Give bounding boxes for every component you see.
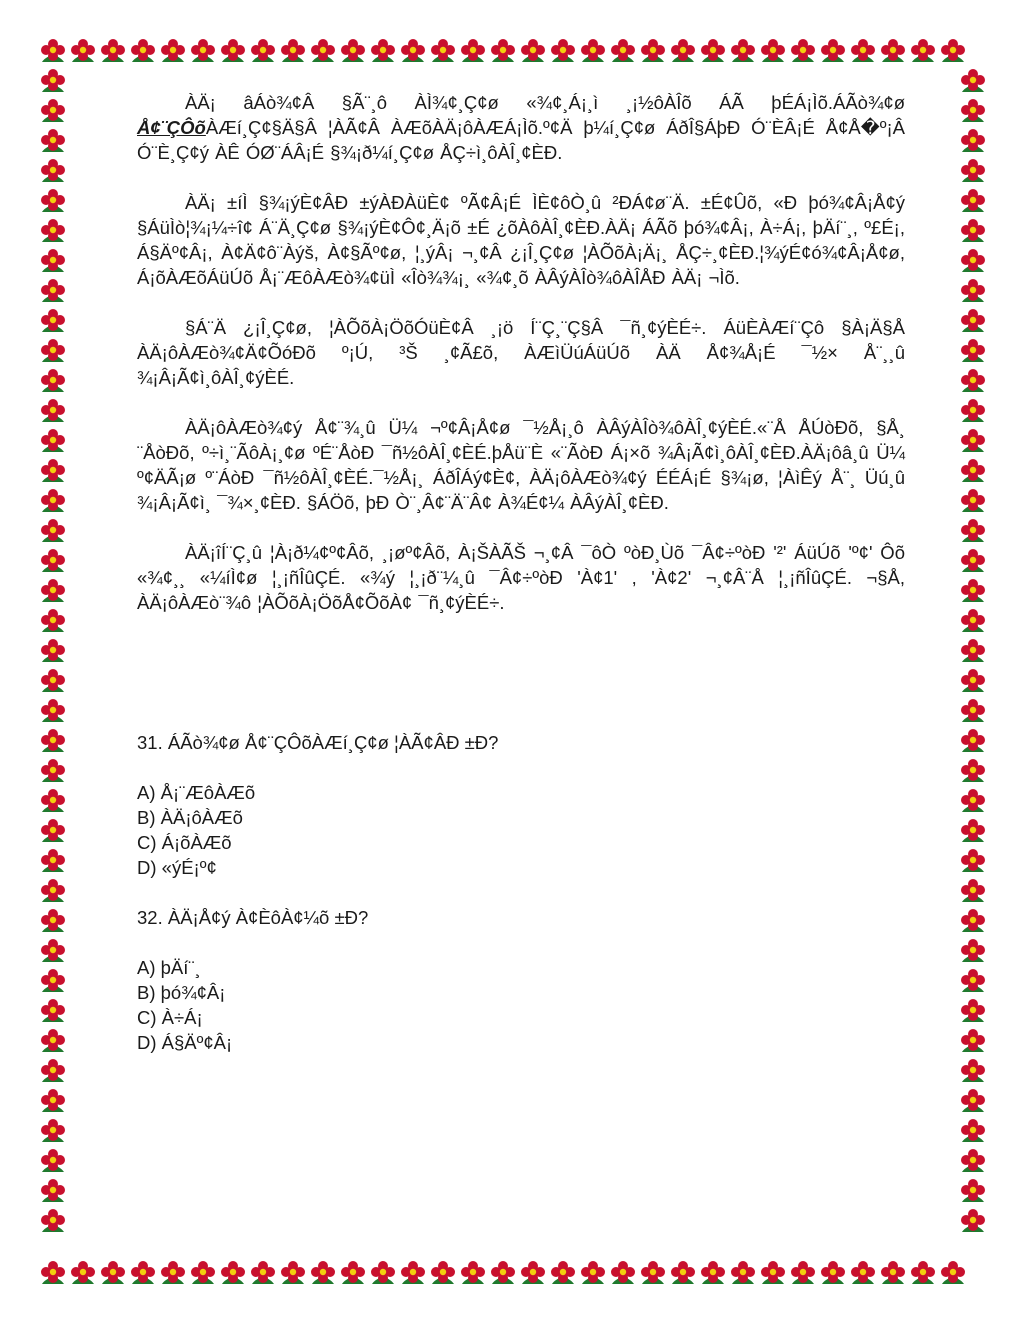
answer-option: B) ÀÄ¡ôÀÆõ xyxy=(137,807,243,828)
flower-icon xyxy=(38,786,68,816)
flower-icon xyxy=(218,1258,248,1288)
flower-icon xyxy=(38,666,68,696)
flower-icon xyxy=(848,1258,878,1288)
flower-icon xyxy=(958,966,988,996)
flower-icon xyxy=(38,426,68,456)
border-left xyxy=(38,66,68,1258)
flower-icon xyxy=(38,336,68,366)
flower-icon xyxy=(428,1258,458,1288)
flower-icon xyxy=(38,966,68,996)
flower-icon xyxy=(958,1086,988,1116)
flower-icon xyxy=(758,1258,788,1288)
paragraph-1-text-start: ÀÄ¡ âÁò¾¢Â §Ã¨¸ô ÀÌ¾¢¸Ç¢ø «¾¢¸Á¡¸ì ¸¡½ôÀÎõ ÁÃ þÉÁ¡Ìõ.ÁÃò¾¢ø xyxy=(185,92,905,113)
passage-paragraph-5: ÀÄ¡îÍ¨Ç¸û ¦À¡ð¼¢º¢Âõ, ¸¡øº¢Âõ, À¡ŠÀÃŠ ¬¸¢Â ¯ôÒ ºòÐ¸Ùõ ¯Â¢÷ºòÐ '²' ÁüÚõ 'º¢' Ôõ «¾¢¸¸ «¼íÌ¢ø ¦¸¡ñÎûÇÉ. «¾ý ¦¸¡ð¨¼¸û ¯Â¢÷ºòÐ 'À¢1' , 'À¢2' ¬¸¢Â¨Å ¦¸¡ñÎûÇÉ. ¬§Å, ÀÄ¡ôÀÆò¨¾ô ¦ÀÕõÀ¡ÖõÅ¢ÕõÀ¢ ¯ñ¸¢ýÈÉ÷. xyxy=(137,542,905,613)
flower-icon xyxy=(958,66,988,96)
flower-icon xyxy=(958,666,988,696)
flower-icon xyxy=(938,1258,968,1288)
flower-icon xyxy=(958,606,988,636)
flower-icon xyxy=(608,36,638,66)
flower-icon xyxy=(38,996,68,1026)
flower-icon xyxy=(958,516,988,546)
flower-icon xyxy=(578,1258,608,1288)
flower-icon xyxy=(958,1116,988,1146)
flower-icon xyxy=(958,306,988,336)
flower-icon xyxy=(518,36,548,66)
flower-icon xyxy=(878,36,908,66)
flower-icon xyxy=(38,846,68,876)
flower-icon xyxy=(908,1258,938,1288)
flower-icon xyxy=(38,366,68,396)
flower-icon xyxy=(458,1258,488,1288)
paragraph-1-text-end: ÀÆí¸Ç¢§Ä§Â ¦ÀÃ¢Â ÀÆõÀÄ¡ôÀÆÁ¡Ìõ.º¢Ä þ¼í¸Ç¢ø ÁðÎ§ÁþÐ Ó¨ÈÂ¡É Å¢Å�º¡Â Ó¨È¸Ç¢ý ÀÊ ÓØ¨ÁÂ¡É §¾¡ð¼í¸Ç¢ø ÅÇ÷ì¸ôÀÎ¸¢ÈÐ. xyxy=(137,117,905,163)
flower-icon xyxy=(958,126,988,156)
question-text: 31. ÁÃò¾¢ø Å¢¨ÇÔõÀÆí¸Ç¢ø ¦ÀÃ¢ÂÐ ±Ð? xyxy=(137,732,499,753)
flower-icon xyxy=(38,726,68,756)
flower-icon xyxy=(158,36,188,66)
flower-icon xyxy=(38,96,68,126)
flower-icon xyxy=(698,1258,728,1288)
answer-option: A) þÄí¨¸ xyxy=(137,957,201,978)
flower-icon xyxy=(958,1146,988,1176)
flower-icon xyxy=(158,1258,188,1288)
flower-icon xyxy=(38,906,68,936)
flower-icon xyxy=(958,216,988,246)
flower-icon xyxy=(38,1206,68,1236)
flower-icon xyxy=(728,36,758,66)
flower-icon xyxy=(338,36,368,66)
flower-icon xyxy=(668,36,698,66)
flower-icon xyxy=(38,816,68,846)
flower-icon xyxy=(368,1258,398,1288)
flower-icon xyxy=(958,456,988,486)
answer-options xyxy=(137,780,905,880)
flower-icon xyxy=(788,1258,818,1288)
flower-icon xyxy=(38,546,68,576)
flower-icon xyxy=(958,846,988,876)
flower-icon xyxy=(548,36,578,66)
flower-icon xyxy=(818,36,848,66)
flower-icon xyxy=(958,156,988,186)
flower-icon xyxy=(308,1258,338,1288)
flower-icon xyxy=(38,1146,68,1176)
flower-icon xyxy=(878,1258,908,1288)
passage-paragraph-2: ÀÄ¡ ±íÌ §¾¡ýÈ¢ÂÐ ±ýÀÐÀüÈ¢ ºÃ¢Â¡É ÌÈ¢ôÒ¸û ²ÐÁ¢ø¨Ä. ±É¢Ûõ, «Ð þó¾¢Â¡Å¢ý §ÁüÌò¦¾¡¼÷î¢ Á¨Ä¸Ç¢ø §¾¡ýÈ¢Ô¢¸Ä¡õ ±É ¿õÀôÀÎ¸¢ÈÐ.ÀÄ¡ ÁÃõ þó¾¢Â¡, À÷Á¡, þÄí¨¸, º£É¡, Á§Äº¢Â¡, À¢Ä¢ô¨Àýš, À¢§Ãº¢ø, ¦¸ýÂ¡ ¬¸¢Â ¿¡Î¸Ç¢ø ¦ÀÕõÀ¡Ä¡¸ ÅÇ÷¸¢ÈÐ.¦¾ýÉ¢ó¾¢Â¡Å¢ø, Á¡õÀÆõÁüÚõ Å¡¨ÆôÀÆò¾¢üÌ «Îò¾¾¡¸ «¾¢¸õ ÀÂýÀÎò¾ôÀÎÅÐ ÀÄ¡ ¬Ìõ. xyxy=(137,192,905,288)
flower-icon xyxy=(958,996,988,1026)
flower-icon xyxy=(908,36,938,66)
emphasized-word: Å¢¨ÇÔõ xyxy=(137,117,206,138)
flower-icon xyxy=(218,36,248,66)
flower-icon xyxy=(848,36,878,66)
flower-icon xyxy=(38,1258,68,1288)
flower-icon xyxy=(128,1258,158,1288)
flower-icon xyxy=(958,906,988,936)
flower-icon xyxy=(668,1258,698,1288)
border-bottom xyxy=(38,1258,988,1288)
flower-icon xyxy=(38,1086,68,1116)
flower-icon xyxy=(38,516,68,546)
answer-option: D) «ýÉ¡º¢ xyxy=(137,857,217,878)
flower-icon xyxy=(68,36,98,66)
flower-icon xyxy=(958,1206,988,1236)
flower-icon xyxy=(458,36,488,66)
flower-icon xyxy=(958,756,988,786)
flower-icon xyxy=(958,366,988,396)
flower-icon xyxy=(188,1258,218,1288)
border-top xyxy=(38,36,988,66)
answer-option: B) þó¾¢Â¡ xyxy=(137,982,226,1003)
flower-icon xyxy=(958,546,988,576)
flower-icon xyxy=(248,36,278,66)
flower-icon xyxy=(278,1258,308,1288)
flower-icon xyxy=(38,636,68,666)
flower-icon xyxy=(488,1258,518,1288)
flower-icon xyxy=(38,246,68,276)
flower-icon xyxy=(958,1056,988,1086)
flower-icon xyxy=(958,96,988,126)
flower-icon xyxy=(958,816,988,846)
answer-option: A) Å¡¨ÆôÀÆõ xyxy=(137,782,256,803)
flower-icon xyxy=(98,1258,128,1288)
flower-icon xyxy=(98,36,128,66)
flower-icon xyxy=(248,1258,278,1288)
flower-icon xyxy=(958,396,988,426)
flower-icon xyxy=(728,1258,758,1288)
flower-icon xyxy=(518,1258,548,1288)
flower-icon xyxy=(428,36,458,66)
flower-icon xyxy=(958,426,988,456)
flower-icon xyxy=(958,336,988,366)
flower-icon xyxy=(68,1258,98,1288)
flower-icon xyxy=(38,126,68,156)
flower-icon xyxy=(38,396,68,426)
flower-icon xyxy=(398,1258,428,1288)
flower-icon xyxy=(38,606,68,636)
flower-icon xyxy=(38,216,68,246)
border-right xyxy=(958,66,988,1258)
flower-icon xyxy=(958,876,988,906)
answer-option: D) Á§Äº¢Â¡ xyxy=(137,1032,233,1053)
answer-options xyxy=(137,955,905,1055)
flower-icon xyxy=(38,1176,68,1206)
flower-icon xyxy=(488,36,518,66)
flower-icon xyxy=(38,36,68,66)
flower-icon xyxy=(958,246,988,276)
answer-option: C) Á¡õÀÆõ xyxy=(137,832,232,853)
flower-icon xyxy=(958,576,988,606)
flower-icon xyxy=(38,66,68,96)
flower-icon xyxy=(398,36,428,66)
flower-icon xyxy=(958,1176,988,1206)
document-body xyxy=(137,90,905,1080)
flower-icon xyxy=(38,1056,68,1086)
flower-icon xyxy=(338,1258,368,1288)
flower-icon xyxy=(548,1258,578,1288)
flower-icon xyxy=(788,36,818,66)
question-31 xyxy=(137,730,905,880)
flower-icon xyxy=(188,36,218,66)
flower-icon xyxy=(578,36,608,66)
flower-icon xyxy=(38,186,68,216)
flower-icon xyxy=(38,156,68,186)
flower-icon xyxy=(38,756,68,786)
flower-icon xyxy=(958,186,988,216)
flower-icon xyxy=(38,276,68,306)
flower-icon xyxy=(38,876,68,906)
flower-icon xyxy=(38,936,68,966)
flower-icon xyxy=(638,36,668,66)
flower-icon xyxy=(958,486,988,516)
passage-paragraph-3: §Á¨Ä ¿¡Î¸Ç¢ø, ¦ÀÕõÀ¡ÖõÓüÈ¢Â ¸¡ö Í¨Ç¸¨Ç§Â ¯ñ¸¢ýÈÉ÷. ÁüÈÀÆí¨Çô §À¡Ä§Å ÀÄ¡ôÀÆò¾¢Ä¢ÕóÐõ º¡Ú, ³Š ¸¢Ã£õ, ÀÆìÜúÁüÚõ ÀÄ Å¢¾Å¡É ¯½× Å¨¸¸û ¾¡Â¡Ã¢ì¸ôÀÎ¸¢ýÈÉ. xyxy=(137,317,905,388)
flower-icon xyxy=(38,1026,68,1056)
flower-icon xyxy=(308,36,338,66)
flower-icon xyxy=(938,36,968,66)
flower-icon xyxy=(818,1258,848,1288)
question-32 xyxy=(137,905,905,1055)
flower-icon xyxy=(278,36,308,66)
flower-icon xyxy=(958,726,988,756)
flower-icon xyxy=(38,486,68,516)
flower-icon xyxy=(958,636,988,666)
flower-icon xyxy=(608,1258,638,1288)
flower-icon xyxy=(958,696,988,726)
flower-icon xyxy=(958,1026,988,1056)
flower-icon xyxy=(128,36,158,66)
flower-icon xyxy=(38,576,68,606)
flower-icon xyxy=(698,36,728,66)
flower-icon xyxy=(958,276,988,306)
flower-icon xyxy=(38,696,68,726)
flower-icon xyxy=(38,306,68,336)
passage-paragraph-1 xyxy=(137,90,905,165)
flower-icon xyxy=(38,456,68,486)
question-text: 32. ÀÄ¡Å¢ý À¢ÈôÀ¢¼õ ±Ð? xyxy=(137,907,369,928)
flower-icon xyxy=(638,1258,668,1288)
answer-option: C) À÷Á¡ xyxy=(137,1007,203,1028)
passage-paragraph-4: ÀÄ¡ôÀÆò¾¢ý Å¢¨¾¸û Ü¼ ¬º¢Â¡Å¢ø ¯½Å¡¸ô ÀÂýÀÎò¾ôÀÎ¸¢ýÈÉ.«¨Å ÅÚòÐõ, §Å¸ ¨ÅòÐõ, º÷ì¸¨ÃôÀ¡¸¢ø ºÉ¨ÅòÐ ¯ñ½ôÀÎ¸¢ÈÉ.þÅü¨È «¨ÃòÐ Á¡×õ ¾Â¡Ã¢ì¸ôÀÎ¸¢ÈÐ.ÀÄ¡ôâ¸û Ü¼ º¢ÄÃ¡ø º¨ÁòÐ ¯ñ½ôÀÎ¸¢ÈÉ.¯½Å¡¸ ÁðÎÁý¢È¢, ÀÄ¡ôÀÆò¾¢ý ÉÉÁ¡É §¾¡ø, ¦ÀìÊý Å¨¸ Üú¸û ¾¡Â¡Ã¢ì¸ ¯¾×¸¢ÈÐ. §ÁÖõ, þÐ Ò¨¸Â¢¨Ä¨Â¢ À¾É¢¼ ÀÂýÀÎ¸¢ÈÐ. xyxy=(137,417,905,513)
flower-icon xyxy=(958,786,988,816)
flower-icon xyxy=(368,36,398,66)
flower-icon xyxy=(958,936,988,966)
flower-icon xyxy=(38,1116,68,1146)
flower-icon xyxy=(758,36,788,66)
